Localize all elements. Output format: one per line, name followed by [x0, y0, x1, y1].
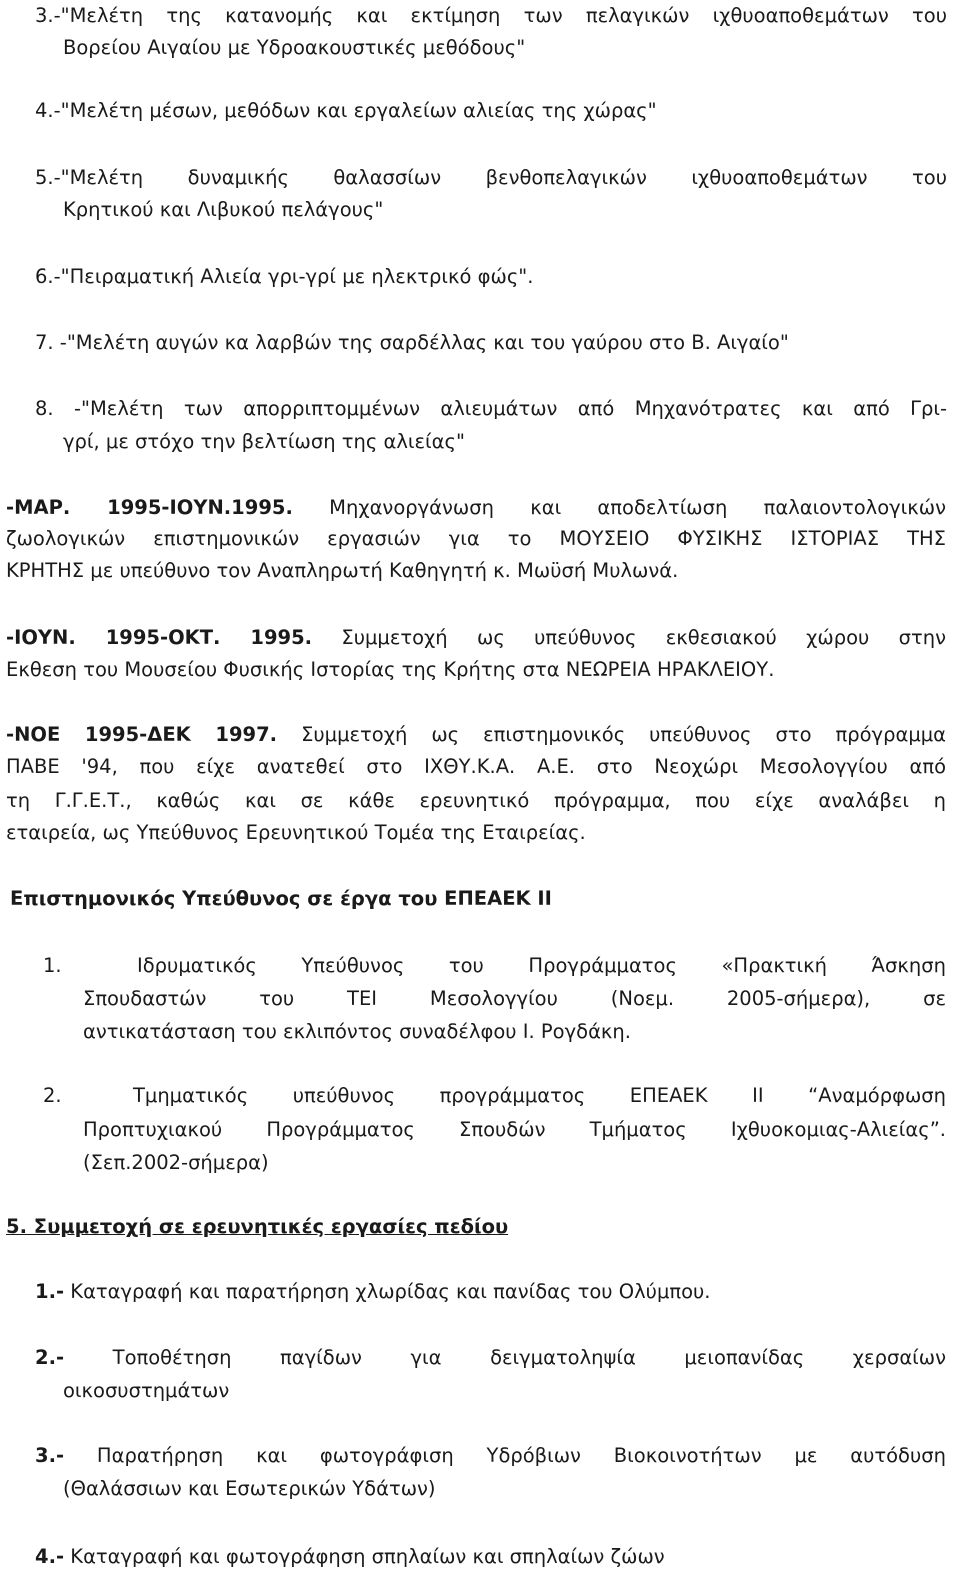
project-line: γρί, με στόχο την βελτίωση της αλιείας": [63, 430, 465, 453]
list-number: 1.-: [35, 1280, 65, 1303]
list-item-line: Σπουδαστών του ΤΕΙ Μεσολογγίου (Νοεμ. 2005-σήμερα), σε: [83, 987, 946, 1010]
experience-entry-first-line: [6, 492, 946, 523]
list-item-line: (Σεπ.2002-σήμερα): [83, 1151, 269, 1174]
experience-text: Συμμετοχή ως επιστημονικός υπεύθυνος στο πρόγραμμα: [277, 723, 946, 746]
list-item-line: Τμηματικός υπεύθυνος προγράμματος ΕΠΕΑΕΚ ΙΙ “Αναμόρφωση: [133, 1084, 946, 1107]
experience-line: Εκθεση του Μουσείου Φυσικής Ιστορίας της Κρήτης στα ΝΕΩΡΕΙΑ ΗΡΑΚΛΕΙΟΥ.: [6, 658, 775, 681]
list-item-text: Τοποθέτηση παγίδων για δειγματοληψία μειοπανίδας χερσαίων: [64, 1346, 946, 1369]
fieldwork-item: [35, 1342, 946, 1373]
project-line: 6.-"Πειραματική Αλιεία γρι-γρί με ηλεκτρικό φώς".: [35, 265, 534, 288]
experience-line: ΚΡΗΤΗΣ με υπεύθυνο τον Αναπληρωτή Καθηγητή κ. Μωϋσή Μυλωνά.: [6, 559, 679, 582]
list-item-line: αντικατάσταση του εκλιπόντος συναδέλφου Ι. Ρογδάκη.: [83, 1020, 631, 1043]
experience-period: -ΙΟΥΝ. 1995-ΟΚΤ. 1995.: [6, 626, 313, 649]
section-heading-fieldwork: 5. Συμμετοχή σε ερευνητικές εργασίες πεδίου: [6, 1215, 509, 1238]
experience-line: ζωολογικών επιστημονικών εργασιών για το ΜΟΥΣΕΙΟ ΦΥΣΙΚΗΣ ΙΣΤΟΡΙΑΣ ΤΗΣ: [6, 527, 946, 550]
experience-period: -ΝΟΕ 1995-ΔΕΚ 1997.: [6, 723, 278, 746]
list-item-text: Καταγραφή και φωτογράφηση σπηλαίων και σπηλαίων ζώων: [64, 1545, 665, 1568]
list-number: 3.-: [35, 1444, 65, 1467]
experience-line: ΠΑΒΕ '94, που είχε ανατεθεί στο ΙΧΘΥ.Κ.Α. Α.Ε. στο Νεοχώρι Μεσολογγίου από: [6, 755, 946, 778]
experience-text: Συμμετοχή ως υπεύθυνος εκθεσιακού χώρου στην: [312, 626, 946, 649]
project-line: 4.-"Μελέτη μέσων, μεθόδων και εργαλείων αλιείας της χώρας": [35, 99, 657, 122]
experience-entry-first-line: [6, 622, 946, 653]
list-number: 2.: [43, 1084, 62, 1107]
list-item-line: Ιδρυματικός Υπεύθυνος του Προγράμματος «Πρακτική Άσκηση: [137, 954, 946, 977]
list-item-text: Παρατήρηση και φωτογράφιση Υδρόβιων Βιοκοινοτήτων με αυτόδυση: [64, 1444, 946, 1467]
section-heading-epeaek: Επιστημονικός Υπεύθυνος σε έργα του ΕΠΕΑΕΚ ΙΙ: [10, 887, 552, 910]
list-item-text: Καταγραφή και παρατήρηση χλωρίδας και πανίδας του Ολύμπου.: [64, 1280, 711, 1303]
fieldwork-item: [35, 1541, 665, 1572]
list-item-line: Προπτυχιακού Προγράμματος Σπουδών Τμήματος Ιχθυοκομιας-Αλιείας”.: [83, 1118, 946, 1141]
list-item-line: οικοσυστημάτων: [63, 1379, 230, 1402]
project-line: 8. -"Μελέτη των απορριπτομμένων αλιευμάτων από Μηχανότρατες και από Γρι-: [35, 397, 947, 420]
project-line: Βορείου Αιγαίου με Υδροακουστικές μεθόδους": [63, 36, 526, 59]
list-number: 1.: [43, 954, 62, 977]
experience-period: -ΜΑΡ. 1995-ΙΟΥΝ.1995.: [6, 496, 293, 519]
list-item-line: (Θαλάσσιων και Εσωτερικών Υδάτων): [63, 1477, 436, 1500]
fieldwork-item: [35, 1440, 946, 1471]
experience-entry-first-line: [6, 719, 946, 750]
project-line: Κρητικού και Λιβυκού πελάγους": [63, 198, 384, 221]
project-line: 3.-"Μελέτη της κατανομής και εκτίμηση των πελαγικών ιχθυοαποθεμάτων του: [35, 4, 947, 27]
project-line: 7. -"Μελέτη αυγών κα λαρβών της σαρδέλλας και του γαύρου στο Β. Αιγαίο": [35, 331, 789, 354]
experience-line: εταιρεία, ως Υπεύθυνος Ερευνητικού Τομέα της Εταιρείας.: [6, 821, 586, 844]
experience-text: Μηχανοργάνωση και αποδελτίωση παλαιοντολογικών: [292, 496, 946, 519]
experience-line: τη Γ.Γ.Ε.Τ., καθώς και σε κάθε ερευνητικό πρόγραμμα, που είχε αναλάβει η: [6, 789, 946, 812]
fieldwork-item: [35, 1276, 711, 1307]
project-line: 5.-"Μελέτη δυναμικής θαλασσίων βενθοπελαγικών ιχθυοαποθεμάτων του: [35, 166, 947, 189]
list-number: 2.-: [35, 1346, 65, 1369]
list-number: 4.-: [35, 1545, 65, 1568]
